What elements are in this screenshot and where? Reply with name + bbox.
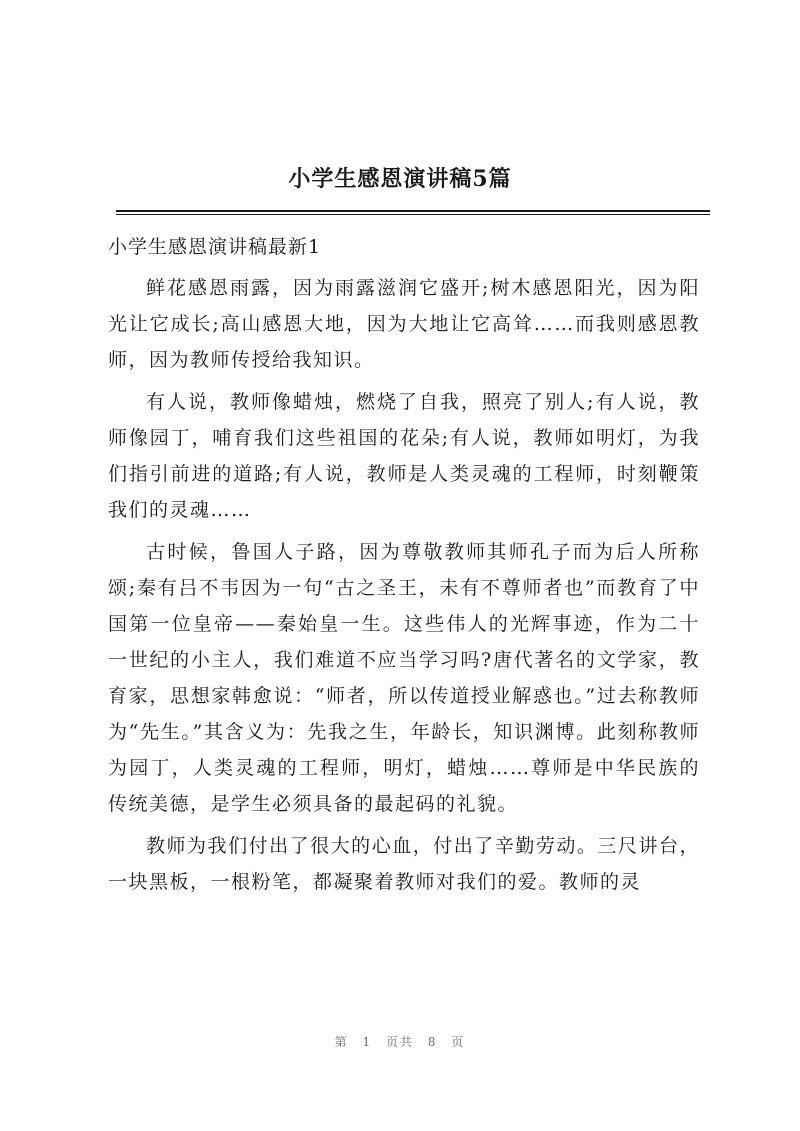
paragraph: 有人说，教师像蜡烛，燃烧了自我，照亮了别人;有人说，教师像园丁，哺育我们这些祖国的花朵;有人说，教师如明灯，为我们指引前进的道路;有人说，教师是人类灵魂的工程师，时刻鞭策我们的灵魂……	[108, 391, 700, 521]
document-body	[108, 270, 700, 906]
title-rule-thin	[116, 214, 710, 215]
paragraph: 古时候，鲁国人子路，因为尊敬教师其师孔子而为后人所称颂;秦有吕不韦因为一句“古之圣王，未有不尊师者也”而教育了中国第一位皇帝——秦始皇一生。这些伟人的光辉事迹，作为二十一世纪的小主人，我们难道不应当学习吗?唐代著名的文学家，教育家，思想家韩愈说：“师者，所以传道授业解惑也。”过去称教师为“先生。”其含义为：先我之生，年龄长，知识渊博。此刻称教师为园丁，人类灵魂的工程师，明灯，蜡烛……尊师是中华民族的传统美德，是学生必须具备的最起码的礼貌。	[108, 541, 700, 815]
footer-label-end: 页	[451, 1035, 466, 1049]
footer-current-page: 1	[362, 1035, 373, 1049]
footer-label-page: 第	[334, 1035, 349, 1049]
section-heading: 小学生感恩演讲稿最新1	[108, 236, 322, 258]
page-footer	[0, 1033, 800, 1050]
paragraph: 鲜花感恩雨露，因为雨露滋润它盛开;树木感恩阳光，因为阳光让它成长;高山感恩大地，因为大地让它高耸……而我则感恩教师，因为教师传授给我知识。	[108, 277, 700, 371]
document-title: 小学生感恩演讲稿5篇	[288, 166, 512, 192]
footer-total-pages: 8	[427, 1035, 438, 1049]
title-rule-thick	[116, 210, 710, 212]
paragraph: 教师为我们付出了很大的心血，付出了辛勤劳动。三尺讲台，一块黑板，一根粉笔，都凝聚着教师对我们的爱。教师的灵	[108, 835, 700, 893]
footer-label-of: 页共	[385, 1035, 414, 1049]
